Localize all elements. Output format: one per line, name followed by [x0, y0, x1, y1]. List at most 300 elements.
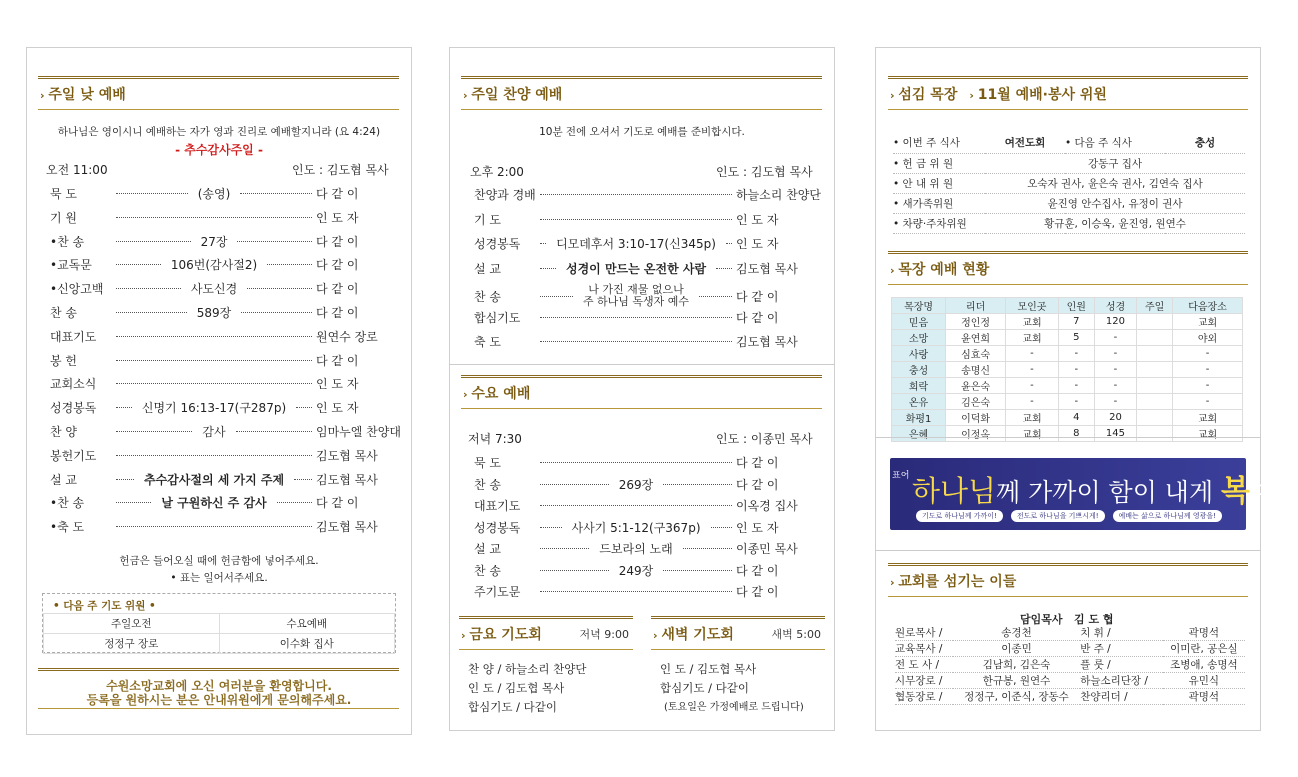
- table-row: [892, 378, 1243, 394]
- offering-note: 헌금은 들어오실 때에 헌금함에 넣어주세요.: [119, 555, 319, 567]
- mokjang-col-header: 인원: [1058, 298, 1094, 314]
- order-item: 기 원: [50, 210, 77, 225]
- mokjang-cell: -: [1173, 378, 1243, 394]
- dot-leader: [540, 194, 732, 195]
- table-row: [895, 689, 1245, 705]
- mokjang-cell: 교회: [1006, 426, 1059, 442]
- mokjang-cell: -: [1058, 362, 1094, 378]
- order-detail: 신명기 16:13-17(구287p): [141, 401, 287, 416]
- order-person: 다 같 이: [736, 477, 779, 492]
- banner-pills: [916, 510, 1222, 522]
- praise-note: 10분 전에 오셔서 기도로 예배를 준비합시다.: [539, 126, 745, 138]
- mokjang-cell: 교회: [1006, 410, 1059, 426]
- section-header-friday: [459, 616, 633, 650]
- order-person: 인 도 자: [316, 210, 359, 225]
- service-time: 오후 2:00: [470, 165, 524, 179]
- mokjang-cell: -: [1094, 362, 1136, 378]
- dot-leader: [267, 264, 312, 265]
- dot-leader: [116, 241, 191, 242]
- mokjang-cell: 145: [1094, 426, 1136, 442]
- order-detail: 269장: [618, 477, 654, 492]
- order-row: [50, 185, 392, 202]
- dawn-line: 합심기도 / 다같이: [660, 681, 749, 695]
- mokjang-cell: 사랑: [892, 346, 946, 362]
- dot-leader: [116, 288, 181, 289]
- order-row: [50, 399, 392, 416]
- bible-verse: 하나님은 영이시니 예배하는 자가 영과 진리로 예배할지니라 (요 4:24): [57, 126, 381, 138]
- friday-line: 합심기도 / 다같이: [468, 700, 557, 714]
- section-title: › 수요 예배: [463, 383, 530, 403]
- serve-label: • 다음 주 식사: [1065, 133, 1165, 153]
- dot-leader: [241, 312, 312, 313]
- order-item: 기 도: [474, 212, 501, 227]
- section-divider: [449, 364, 835, 365]
- order-row: [474, 476, 812, 493]
- order-row: [50, 280, 392, 297]
- dawn-line: (토요일은 가정예배로 드립니다): [664, 702, 804, 713]
- order-item: 묵 도: [474, 456, 501, 470]
- order-person: 이옥경 집사: [736, 499, 798, 513]
- section-header-sunday-morning: [38, 76, 399, 110]
- staff-cell: 유민식: [1163, 673, 1245, 689]
- special-day-label: - 추수감사주일 -: [175, 143, 263, 157]
- order-person: 하늘소리 찬양단: [736, 188, 821, 202]
- dot-leader: [294, 479, 312, 480]
- staff-cell: 정정구, 이준식, 장동수: [953, 689, 1080, 705]
- order-person: 다 같 이: [316, 282, 359, 297]
- staff-cell: 송경천: [953, 625, 1080, 641]
- order-item: 성경봉독: [50, 401, 97, 416]
- order-row: [474, 454, 812, 471]
- mokjang-cell: [1137, 346, 1173, 362]
- order-row: [50, 233, 392, 250]
- order-item: 찬 송: [474, 477, 501, 492]
- staff-cell: 찬양리더 /: [1080, 689, 1162, 705]
- mokjang-cell: 김은숙: [946, 394, 1006, 410]
- mokjang-cell: 송명신: [946, 362, 1006, 378]
- order-person: 이종민 목사: [736, 542, 798, 556]
- table-row: [892, 314, 1243, 330]
- staff-cell: 곽명석: [1163, 625, 1245, 641]
- order-detail: 드보라의 노래: [599, 542, 673, 556]
- order-item: 성경봉독: [474, 237, 521, 251]
- order-person: 김도협 목사: [316, 520, 378, 535]
- mokjang-header: [892, 298, 1243, 314]
- order-row: [474, 562, 812, 579]
- dot-leader: [726, 243, 732, 244]
- staff-cell: 이종민: [953, 641, 1080, 657]
- section-header-mokjang: [888, 251, 1248, 285]
- order-row: [474, 497, 812, 514]
- mokjang-cell: 5: [1058, 330, 1094, 346]
- order-item: 찬 양: [50, 425, 77, 439]
- section-title: › 11월 예배·봉사 위원: [969, 84, 1107, 104]
- order-row: [474, 186, 821, 203]
- order-row: [474, 583, 812, 600]
- serve-value: 오숙자 권사, 윤은숙 권사, 김연숙 집사: [985, 173, 1245, 193]
- order-item: 설 교: [474, 261, 501, 276]
- dot-leader: [663, 570, 732, 571]
- mokjang-cell: 교회: [1006, 330, 1059, 346]
- order-row: [50, 518, 392, 535]
- service-time: 오전 11:00: [46, 163, 108, 177]
- next-week-prayer-box: [42, 593, 396, 653]
- staff-cell: 전 도 사 /: [895, 657, 953, 673]
- order-detail: 27장: [200, 234, 228, 249]
- staff-cell: 교육목사 /: [895, 641, 953, 657]
- dot-leader: [540, 505, 732, 506]
- mokjang-cell: -: [1094, 330, 1136, 346]
- banner-pill: 예배는 삶으로 하나님께 영광을!: [1113, 510, 1222, 522]
- mokjang-cell: -: [1094, 378, 1136, 394]
- welcome-bottom-rule: [38, 708, 399, 709]
- order-detail: 성경이 만드는 온전한 사람: [565, 261, 707, 276]
- dot-leader: [116, 431, 192, 432]
- order-item: 합심기도: [474, 310, 521, 325]
- dot-leader: [711, 527, 733, 528]
- order-person: 김도협 목사: [736, 261, 798, 276]
- mokjang-cell: 교회: [1173, 410, 1243, 426]
- serve-value: 강동구 집사: [985, 153, 1245, 173]
- order-item: •축 도: [50, 520, 85, 535]
- order-person: 다 같 이: [736, 456, 779, 470]
- dot-leader: [540, 591, 732, 592]
- mokjang-body: [892, 314, 1243, 442]
- order-detail: 추수감사절의 세 가지 주제: [143, 472, 285, 487]
- section-divider: [875, 437, 1261, 438]
- staff-cell: 치 휘 /: [1080, 625, 1162, 641]
- order-detail: 디모데후서 3:10-17(신345p): [556, 237, 716, 251]
- order-person: 인 도 자: [736, 237, 779, 251]
- order-detail: 나 가진 재물 없으나 주 하나님 독생자 예수: [582, 283, 690, 308]
- mokjang-col-header: 리더: [946, 298, 1006, 314]
- staff-cell: 김남희, 김은숙: [953, 657, 1080, 673]
- staff-cell: 곽명석: [1163, 689, 1245, 705]
- next-week-table: [43, 613, 395, 654]
- dot-leader: [116, 455, 312, 456]
- order-row: [50, 375, 392, 392]
- mokjang-cell: -: [1094, 394, 1136, 410]
- friday-line: 인 도 / 김도협 목사: [468, 681, 565, 695]
- section-title: › 새벽 기도회: [653, 624, 734, 644]
- serve-label: • 새가족위원: [893, 193, 985, 213]
- dot-leader: [116, 312, 187, 313]
- order-person: 임마누엘 찬양대: [316, 425, 401, 439]
- dawn-line: 인 도 / 김도협 목사: [660, 662, 757, 676]
- dot-leader: [540, 341, 732, 342]
- staff-cell: 시무장로 /: [895, 673, 953, 689]
- banner-pill: 전도로 하나님을 기쁘시게!: [1011, 510, 1105, 522]
- dot-leader: [116, 217, 312, 218]
- order-person: 김도협 목사: [316, 448, 378, 463]
- order-item: 찬양과 경배: [474, 188, 536, 202]
- section-header-staff: [888, 563, 1248, 597]
- dot-leader: [277, 502, 312, 503]
- friday-line: 찬 양 / 하늘소리 찬양단: [468, 662, 587, 676]
- order-person: 다 같 이: [316, 234, 359, 249]
- order-row: [50, 209, 392, 226]
- staff-cell: 조병애, 송명석: [1163, 657, 1245, 673]
- mokjang-cell: -: [1173, 346, 1243, 362]
- banner-motto-god: 하나님: [912, 474, 997, 508]
- order-item: •찬 송: [50, 496, 85, 511]
- order-person: 인 도 자: [736, 212, 779, 227]
- dot-leader: [540, 243, 546, 244]
- order-item: 축 도: [474, 335, 501, 349]
- staff-body: [895, 625, 1245, 705]
- order-item: 대표기도: [50, 329, 97, 344]
- section-title: › 교회를 섬기는 이들: [890, 571, 1016, 591]
- dot-leader: [540, 462, 732, 463]
- friday-lines: [468, 660, 586, 717]
- mokjang-cell: -: [1058, 394, 1094, 410]
- order-item: •신앙고백: [50, 282, 104, 297]
- section-title: › 주일 낮 예배: [40, 84, 126, 104]
- staff-cell: 이미란, 공은실: [1163, 641, 1245, 657]
- order-row: [50, 447, 392, 464]
- head-pastor-name: 김 도 협: [1074, 613, 1114, 626]
- next-week-head: 주일오전: [44, 614, 220, 634]
- table-row: [895, 641, 1245, 657]
- section-title: › 주일 찬양 예배: [463, 84, 562, 104]
- order-item: 주기도문: [474, 585, 521, 599]
- order-item: 교회소식: [50, 377, 97, 392]
- mokjang-cell: 4: [1058, 410, 1094, 426]
- serve-table: [893, 133, 1245, 234]
- mokjang-cell: 교회: [1006, 314, 1059, 330]
- order-item: 찬 송: [474, 289, 501, 304]
- section-header-wednesday: [461, 375, 822, 409]
- staff-cell: 원로목사 /: [895, 625, 953, 641]
- mokjang-cell: 이정옥: [946, 426, 1006, 442]
- serve-value: 여전도회: [985, 133, 1065, 153]
- order-row: [474, 333, 812, 350]
- mokjang-col-header: 성경: [1094, 298, 1136, 314]
- order-row: [50, 494, 392, 511]
- banner-tag: 표어: [892, 471, 910, 481]
- order-item: 설 교: [50, 472, 77, 487]
- table-row: [892, 426, 1243, 442]
- head-pastor-label: 담임목사: [1020, 613, 1063, 626]
- mokjang-cell: -: [1058, 346, 1094, 362]
- mokjang-cell: 정인정: [946, 314, 1006, 330]
- table-row: [895, 625, 1245, 641]
- serve-label: • 헌 금 위 원: [893, 153, 985, 173]
- mokjang-col-header: 목장명: [892, 298, 946, 314]
- mokjang-cell: 교회: [1173, 314, 1243, 330]
- next-week-value: 이수화 집사: [219, 634, 395, 654]
- staff-cell: 플 룻 /: [1080, 657, 1162, 673]
- service-leader: 인도 : 김도협 목사: [292, 163, 389, 177]
- order-person: 다 같 이: [736, 289, 779, 304]
- serve-label: • 안 내 위 원: [893, 173, 985, 193]
- mokjang-cell: 은혜: [892, 426, 946, 442]
- dot-leader: [237, 241, 312, 242]
- mokjang-col-header: 주일: [1137, 298, 1173, 314]
- dot-leader: [540, 527, 562, 528]
- mokjang-cell: 소망: [892, 330, 946, 346]
- next-week-head: 수요예배: [219, 614, 395, 634]
- order-detail: 사사기 5:1-12(구367p): [571, 520, 701, 535]
- mokjang-col-header: 모인곳: [1006, 298, 1059, 314]
- table-row: [895, 657, 1245, 673]
- service-leader: 인도 : 김도협 목사: [716, 165, 813, 179]
- staff-cell: 하늘소리단장 /: [1080, 673, 1162, 689]
- dawn-lines: [660, 660, 804, 717]
- order-item: 설 교: [474, 542, 501, 556]
- order-row: [474, 284, 812, 308]
- serve-label: • 이번 주 식사: [893, 133, 985, 153]
- mokjang-cell: -: [1058, 378, 1094, 394]
- mokjang-cell: 화평1: [892, 410, 946, 426]
- staff-table: [895, 625, 1245, 705]
- order-person: 다 같 이: [316, 187, 359, 201]
- serve-value: 황규훈, 이승욱, 윤진영, 원연수: [985, 213, 1245, 233]
- order-detail: 사도신경: [190, 282, 238, 297]
- table-row: [892, 362, 1243, 378]
- order-row: [50, 256, 392, 273]
- dot-leader: [116, 479, 134, 480]
- banner-motto: [912, 466, 1298, 510]
- section-divider: [875, 550, 1261, 551]
- order-detail: 589장: [196, 306, 232, 320]
- order-item: •찬 송: [50, 234, 85, 249]
- section-header-praise: [461, 76, 822, 110]
- mokjang-cell: 윤은숙: [946, 378, 1006, 394]
- dot-leader: [540, 219, 732, 220]
- order-row: [474, 540, 812, 557]
- order-item: 대표기도: [474, 499, 521, 513]
- motto-banner: [890, 458, 1298, 530]
- section-title: › 금요 기도회: [461, 624, 542, 644]
- order-person: 김도협 목사: [316, 472, 378, 487]
- order-item: 봉헌기도: [50, 448, 97, 463]
- dot-leader: [540, 317, 732, 318]
- dot-leader: [683, 548, 732, 549]
- order-person: 인 도 자: [316, 401, 359, 416]
- mokjang-cell: -: [1006, 346, 1059, 362]
- section-header-dawn: [651, 616, 825, 650]
- mokjang-cell: -: [1006, 394, 1059, 410]
- dot-leader: [540, 484, 609, 485]
- section-title: › 목장 예배 현황: [890, 259, 989, 279]
- mokjang-cell: 믿음: [892, 314, 946, 330]
- dot-leader: [116, 407, 132, 408]
- mokjang-cell: 야외: [1173, 330, 1243, 346]
- mokjang-cell: [1137, 410, 1173, 426]
- mokjang-col-header: 다음장소: [1173, 298, 1243, 314]
- table-row: [895, 673, 1245, 689]
- order-row: [474, 519, 812, 536]
- next-week-title: • 다음 주 기도 위원 •: [53, 600, 156, 612]
- order-item: 성경봉독: [474, 520, 521, 535]
- order-row: [50, 471, 392, 488]
- order-detail: 249장: [618, 563, 654, 578]
- dot-leader: [540, 296, 573, 297]
- mokjang-cell: -: [1006, 362, 1059, 378]
- mokjang-cell: 이덕화: [946, 410, 1006, 426]
- service-time: 저녁 7:30: [468, 432, 522, 446]
- dot-leader: [247, 288, 312, 289]
- order-item: 찬 송: [474, 563, 501, 578]
- order-row: [50, 352, 392, 369]
- dot-leader: [116, 502, 151, 503]
- dot-leader: [236, 431, 312, 432]
- banner-motto-end: 이라: [1250, 478, 1298, 507]
- mokjang-cell: -: [1006, 378, 1059, 394]
- mokjang-cell: [1137, 394, 1173, 410]
- table-row: [892, 346, 1243, 362]
- order-detail: 106번(감사절2): [170, 258, 258, 273]
- mokjang-cell: [1137, 314, 1173, 330]
- dot-leader: [116, 193, 188, 194]
- banner-pill: 기도로 하나님께 가까이!: [916, 510, 1003, 522]
- table-row: [892, 410, 1243, 426]
- dot-leader: [116, 336, 312, 337]
- order-item: 묵 도: [50, 187, 77, 201]
- order-person: 다 같 이: [736, 585, 779, 599]
- order-item: 봉 헌: [50, 353, 77, 368]
- dot-leader: [116, 264, 161, 265]
- order-row: [474, 260, 812, 277]
- order-person: 다 같 이: [316, 353, 359, 368]
- section-header-serve: [888, 76, 1248, 110]
- order-person: 인 도 자: [316, 377, 359, 392]
- dot-leader: [540, 268, 556, 269]
- welcome-line-2: 등록을 원하시는 분은 안내위원에게 문의해주세요.: [86, 693, 352, 707]
- order-row: [50, 423, 401, 440]
- mokjang-cell: 교회: [1173, 426, 1243, 442]
- mokjang-cell: [1137, 330, 1173, 346]
- friday-time: 저녁 9:00: [579, 628, 629, 641]
- mokjang-cell: 심효숙: [946, 346, 1006, 362]
- dot-leader: [540, 570, 609, 571]
- dot-leader: [663, 484, 732, 485]
- mokjang-cell: 온유: [892, 394, 946, 410]
- dawn-time: 새벽 5:00: [771, 628, 821, 641]
- mokjang-cell: -: [1173, 394, 1243, 410]
- order-detail: 날 구원하신 주 감사: [161, 496, 267, 511]
- order-person: 원연수 장로: [316, 329, 378, 344]
- order-item: 찬 송: [50, 306, 77, 320]
- service-leader: 인도 : 이종민 목사: [716, 432, 813, 446]
- welcome-divider: [38, 668, 399, 671]
- mokjang-cell: 120: [1094, 314, 1136, 330]
- order-row: [474, 235, 812, 252]
- serve-value: 윤진영 안수집사, 유정이 권사: [985, 193, 1245, 213]
- order-row: [50, 328, 392, 345]
- dot-leader: [116, 383, 312, 384]
- order-person: 다 같 이: [736, 310, 779, 325]
- dot-leader: [240, 193, 312, 194]
- order-person: 다 같 이: [736, 563, 779, 578]
- dot-leader: [296, 407, 312, 408]
- order-person: 다 같 이: [316, 306, 359, 320]
- section-title: › 섬김 목장: [890, 84, 957, 104]
- order-person: 다 같 이: [316, 258, 359, 273]
- mokjang-cell: -: [1094, 346, 1136, 362]
- staff-cell: 반 주 /: [1080, 641, 1162, 657]
- mokjang-table: [891, 297, 1243, 442]
- table-row: [892, 394, 1243, 410]
- order-detail: (송영): [197, 187, 231, 201]
- banner-motto-bless: 복: [1221, 474, 1251, 509]
- banner-motto-mid: 께 가까이 함이 내게: [996, 478, 1222, 507]
- mokjang-cell: [1137, 362, 1173, 378]
- dot-leader: [540, 548, 589, 549]
- order-row: [474, 211, 812, 228]
- mokjang-cell: 7: [1058, 314, 1094, 330]
